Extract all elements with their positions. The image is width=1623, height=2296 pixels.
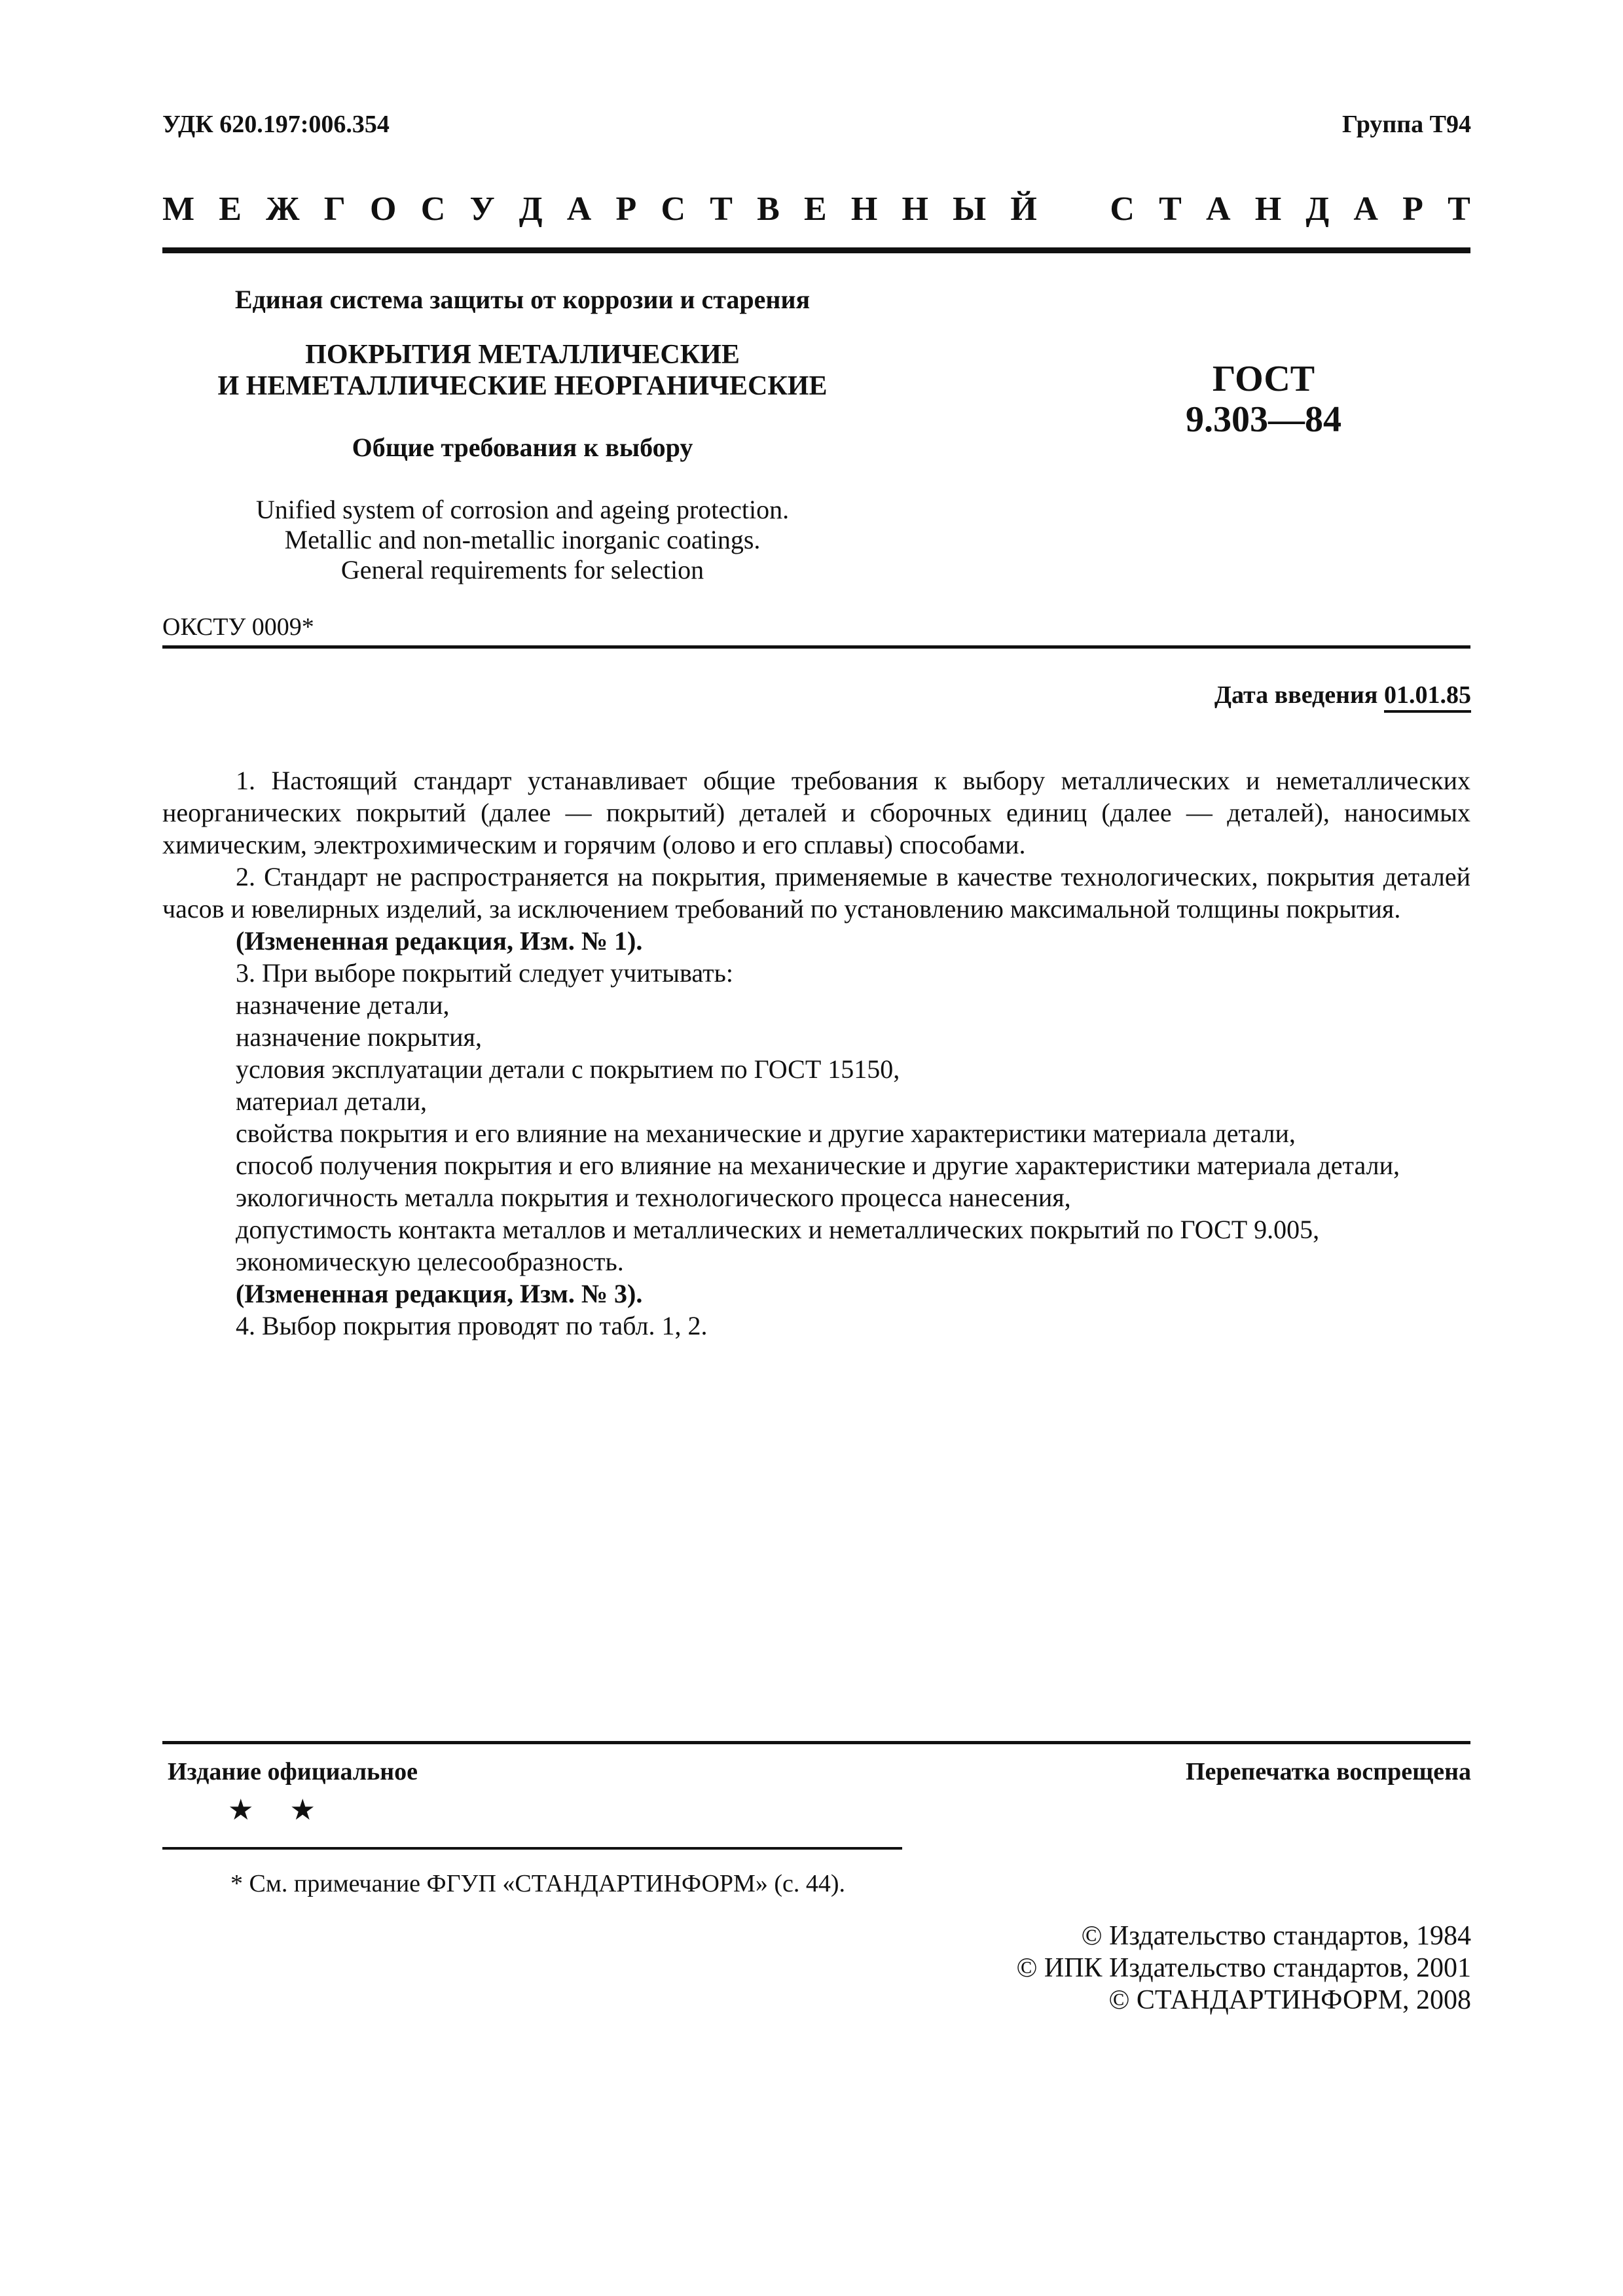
amendment-note-1: (Измененная редакция, Изм. № 1). (236, 926, 643, 956)
paragraph-4: 4. Выбор покрытия проводят по табл. 1, 2. (236, 1311, 708, 1340)
interstate-standard-banner (162, 190, 1470, 228)
footer-rule (162, 1741, 1470, 1744)
oksty-code: ОКСТУ 0009* (162, 613, 314, 641)
banner-letter: У (469, 190, 495, 228)
paragraph-1: 1. Настоящий стандарт устанавливает общие требования к выбору металлических и неметаллических неорганических покрытий (далее — покрытий) деталей и сборочных единиц (далее — деталей), наносимых химическим, электрохимическим и горячим (олово и его сплавы) способами. (162, 766, 1470, 859)
banner-letter: Г (323, 190, 346, 228)
banner-letter: Т (710, 190, 733, 228)
list-item: способ получения покрытия и его влияние на механические и другие характеристики материала детали, (236, 1151, 1400, 1180)
middle-rule (162, 645, 1470, 649)
banner-letter: Ж (266, 190, 300, 228)
banner-letter: Й (1010, 190, 1037, 228)
banner-letter: Д (1305, 190, 1330, 228)
list-item: материал детали, (236, 1086, 428, 1116)
banner-letter: М (162, 190, 195, 228)
list-item: допустимость контакта металлов и металлических и неметаллических покрытий по ГОСТ 9.005, (236, 1215, 1320, 1244)
banner-letter: С (420, 190, 446, 228)
banner-letter: А (1206, 190, 1231, 228)
paragraph-2: 2. Стандарт не распространяется на покрытия, применяемые в качестве технологических, покрытия деталей часов и ювелирных изделий, за исключением требований по установлению максимальной толщины покрытия. (162, 862, 1470, 924)
banner-letter: Н (902, 190, 928, 228)
reprint-forbidden: Перепечатка воспрещена (1185, 1758, 1471, 1785)
banner-letter: Ы (953, 190, 987, 228)
footnote: * См. примечание ФГУП «СТАНДАРТИНФОРМ» (с. 44). (230, 1870, 846, 1897)
gost-label: ГОСТ (1212, 359, 1315, 399)
english-line-1: Unified system of corrosion and ageing protection. (255, 495, 790, 524)
banner-letter: С (661, 190, 686, 228)
banner-letter: А (1353, 190, 1378, 228)
list-item: условия эксплуатации детали с покрытием по ГОСТ 15150, (236, 1054, 900, 1084)
title-line-2: И НЕМЕТАЛЛИЧЕСКИЕ НЕОРГАНИЧЕСКИЕ (217, 371, 828, 401)
amendment-note-3: (Измененная редакция, Изм. № 3). (236, 1279, 643, 1308)
banner-letter: Д (519, 190, 543, 228)
banner-letter: Т (1448, 190, 1470, 228)
banner-letter: О (370, 190, 397, 228)
title-line-1: ПОКРЫТИЯ МЕТАЛЛИЧЕСКИЕ (305, 340, 740, 370)
footnote-rule (162, 1847, 902, 1850)
banner-letter: Н (1254, 190, 1282, 228)
list-item: назначение покрытия, (236, 1022, 482, 1052)
system-name: Единая система защиты от коррозии и старения (234, 285, 811, 314)
list-item: свойства покрытия и его влияние на механические и другие характеристики материала детали, (236, 1119, 1296, 1148)
copyright-line: © СТАНДАРТИНФОРМ, 2008 (1108, 1985, 1471, 2015)
banner-letter: Т (1159, 190, 1182, 228)
document-subtitle: Общие требования к выбору (352, 433, 693, 462)
stars-mark: ★ ★ (228, 1794, 330, 1826)
banner-letter: Е (803, 190, 827, 228)
english-line-2: Metallic and non-metallic inorganic coatings. (284, 525, 761, 554)
date-value: 01.01.85 (1384, 681, 1471, 713)
gost-number (1067, 359, 1460, 440)
copyright-line: © ИПК Издательство стандартов, 2001 (1016, 1953, 1471, 1983)
banner-letter: Е (219, 190, 242, 228)
list-item: назначение детали, (236, 990, 450, 1020)
document-body (162, 764, 1470, 1342)
top-rule (162, 247, 1470, 253)
gost-code: 9.303—84 (1186, 399, 1341, 440)
document-title (162, 339, 883, 402)
banner-letter: В (757, 190, 780, 228)
paragraph-3: 3. При выборе покрытий следует учитывать: (236, 958, 733, 988)
banner-letter: Р (1402, 190, 1423, 228)
list-item: экономическую целесообразность. (236, 1247, 624, 1276)
banner-letter: А (566, 190, 592, 228)
udk-code: УДК 620.197:006.354 (162, 111, 390, 138)
copyright-line: © Издательство стандартов, 1984 (1081, 1921, 1471, 1951)
english-line-3: General requirements for selection (340, 555, 704, 584)
banner-letter: С (1110, 190, 1135, 228)
list-item: экологичность металла покрытия и технологического процесса нанесения, (236, 1183, 1071, 1212)
banner-letter: Н (850, 190, 878, 228)
english-title (162, 495, 883, 585)
copyright-block (1016, 1920, 1471, 2017)
banner-letter: Р (615, 190, 637, 228)
group-code: Группа Т94 (1341, 111, 1471, 138)
date-label: Дата введения (1214, 681, 1378, 709)
introduction-date (1214, 681, 1471, 709)
official-edition: Издание официальное (168, 1758, 418, 1785)
